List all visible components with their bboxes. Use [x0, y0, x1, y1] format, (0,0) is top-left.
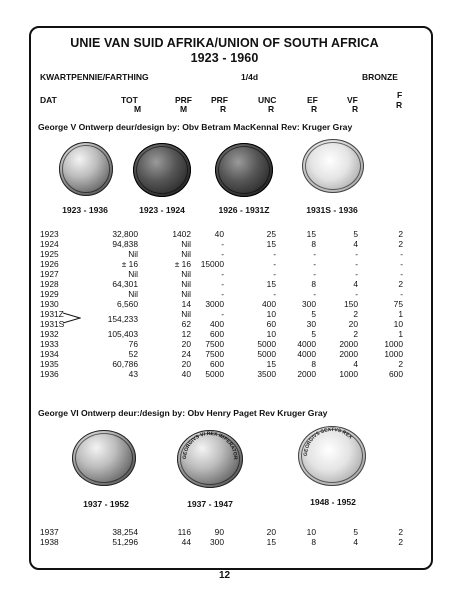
table-row	[0, 339, 449, 349]
cell-ef: 8	[311, 239, 316, 249]
col-unc: UNC	[258, 95, 277, 105]
col-vf-sub: R	[352, 104, 359, 114]
coin-legend-1-text	[177, 430, 243, 488]
cell-unc: 15	[266, 359, 276, 369]
coin-caption-7: 1948 - 1952	[310, 497, 356, 507]
cell-year: 1935	[40, 359, 59, 369]
coin-caption-6: 1937 - 1947	[187, 499, 233, 509]
cell-prf-r: 600	[210, 329, 224, 339]
metal-label: BRONZE	[362, 72, 398, 82]
cell-tot: 6,560	[117, 299, 138, 309]
cell-prf-r: 3000	[205, 299, 224, 309]
cell-year: 1924	[40, 239, 59, 249]
cell-f: 2	[398, 229, 403, 239]
table-row	[0, 369, 449, 379]
cell-prf-r: 7500	[205, 339, 224, 349]
table-row	[0, 359, 449, 369]
cell-prf-r: 600	[210, 359, 224, 369]
coin-reverse-1931s-image	[302, 139, 364, 193]
cell-ef: 8	[311, 537, 316, 547]
cell-ef: 300	[302, 299, 316, 309]
cell-vf: 150	[344, 299, 358, 309]
cell-prf-m: 62	[181, 319, 191, 329]
page-subtitle-years: 1923 - 1960	[190, 51, 259, 65]
cell-tot: Nil	[128, 249, 138, 259]
cell-year: 1933	[40, 339, 59, 349]
cell-f: 75	[393, 299, 403, 309]
cell-vf: 4	[353, 279, 358, 289]
cell-vf: 2000	[339, 349, 358, 359]
cell-ef: -	[313, 259, 316, 269]
cell-prf-r: 90	[214, 527, 224, 537]
cell-f: -	[400, 289, 403, 299]
cell-unc: 10	[266, 309, 276, 319]
cell-prf-m: 44	[181, 537, 191, 547]
cell-f: 2	[398, 537, 403, 547]
cell-vf: -	[355, 289, 358, 299]
coin-caption-5: 1937 - 1952	[83, 499, 129, 509]
coin-caption-2: 1923 - 1924	[139, 205, 185, 215]
cell-prf-r: -	[221, 279, 224, 289]
cell-prf-r: 300	[210, 537, 224, 547]
cell-prf-m: 116	[177, 527, 191, 537]
cell-f: 1	[398, 329, 403, 339]
cell-f: 2	[398, 239, 403, 249]
col-vf: VF	[347, 95, 358, 105]
cell-year: 1936	[40, 369, 59, 379]
cell-tot: 154,233	[107, 314, 138, 324]
coin-george-v-obverse-image	[59, 142, 113, 196]
coin-george-vi-obverse-1948-image	[298, 426, 366, 486]
col-ef: EF	[307, 95, 318, 105]
svg-text:GEORGIVS SEXTVS REX: GEORGIVS SEXTVS REX	[302, 426, 354, 457]
cell-tot: 43	[128, 369, 138, 379]
value-label: 1/4d	[241, 72, 259, 82]
cell-ef: 2000	[297, 369, 316, 379]
cell-prf-r: -	[221, 269, 224, 279]
cell-prf-r: 400	[210, 319, 224, 329]
cell-vf: 20	[348, 319, 358, 329]
cell-tot: 60,786	[112, 359, 138, 369]
cell-ef: 5	[311, 329, 316, 339]
cell-tot: Nil	[128, 269, 138, 279]
cell-unc: 25	[266, 229, 276, 239]
cell-tot: 32,800	[112, 229, 138, 239]
cell-year: 1923	[40, 229, 59, 239]
cell-unc: 15	[266, 279, 276, 289]
coin-caption-1: 1923 - 1936	[62, 205, 108, 215]
cell-prf-m: ± 16	[174, 259, 191, 269]
table-row	[0, 279, 449, 289]
cell-vf: 2	[353, 309, 358, 319]
cell-ef: 4000	[297, 339, 316, 349]
cell-tot: 52	[128, 349, 138, 359]
cell-prf-r: 7500	[205, 349, 224, 359]
cell-year: 1931Z	[40, 309, 64, 319]
table-row	[0, 259, 449, 269]
cell-f: 10	[393, 319, 403, 329]
cell-prf-m: Nil	[181, 289, 191, 299]
cell-prf-m: 20	[181, 359, 191, 369]
cell-unc: -	[273, 269, 276, 279]
cell-ef: -	[313, 249, 316, 259]
cell-f: -	[400, 269, 403, 279]
cell-year: 1926	[40, 259, 59, 269]
cell-f: 1	[398, 309, 403, 319]
cell-prf-m: 20	[181, 339, 191, 349]
table-row	[0, 349, 449, 359]
coin-george-vi-reverse-image	[72, 430, 136, 486]
col-prf-m-sub: M	[180, 104, 188, 114]
col-prf-m: PRF	[175, 95, 192, 105]
cell-unc: 15	[266, 537, 276, 547]
cell-unc: -	[273, 259, 276, 269]
cell-tot: 64,301	[112, 279, 138, 289]
cell-vf: -	[355, 259, 358, 269]
cell-year: 1937	[40, 527, 59, 537]
cell-tot: 94,838	[112, 239, 138, 249]
cell-vf: 1000	[339, 369, 358, 379]
cell-ef: 30	[306, 319, 316, 329]
cell-year: 1927	[40, 269, 59, 279]
denomination-label: KWARTPENNIE/FARTHING	[40, 72, 149, 82]
section-george-v-heading: George V Ontwerp deur/design by: Obv Betram MacKennal Rev: Kruger Gray	[38, 122, 353, 132]
cell-year: 1925	[40, 249, 59, 259]
cell-unc: 60	[266, 319, 276, 329]
col-tot: TOT	[121, 95, 138, 105]
cell-ef: 8	[311, 359, 316, 369]
col-prf-r: PRF	[211, 95, 228, 105]
cell-prf-m: 24	[181, 349, 191, 359]
cell-unc: 5000	[257, 339, 276, 349]
coin-george-v-reverse-1923-image	[133, 143, 191, 197]
cell-year: 1929	[40, 289, 59, 299]
cell-unc: 3500	[257, 369, 276, 379]
cell-prf-m: Nil	[181, 239, 191, 249]
cell-unc: 20	[266, 527, 276, 537]
cell-vf: -	[355, 249, 358, 259]
cell-prf-m: Nil	[181, 309, 191, 319]
cell-prf-m: Nil	[181, 269, 191, 279]
cell-f: 2	[398, 527, 403, 537]
col-unc-sub: R	[268, 104, 275, 114]
cell-vf: 4	[353, 537, 358, 547]
svg-text:GEORGIVS VI REX IMPERATOR: GEORGIVS VI REX IMPERATOR	[181, 430, 239, 460]
table-row	[0, 527, 449, 537]
cell-tot: 38,254	[112, 527, 138, 537]
cell-ef: 8	[311, 279, 316, 289]
cell-ef: 15	[306, 229, 316, 239]
cell-vf: 5	[353, 229, 358, 239]
cell-prf-r: 15000	[200, 259, 224, 269]
cell-ef: 10	[306, 527, 316, 537]
table-row	[0, 269, 449, 279]
page-title: UNIE VAN SUID AFRIKA/UNION OF SOUTH AFRICA	[70, 36, 379, 50]
table-row	[0, 329, 449, 339]
cell-year: 1931S	[40, 319, 65, 329]
col-dat: DAT	[40, 95, 57, 105]
col-ef-sub: R	[311, 104, 318, 114]
cell-f: -	[400, 249, 403, 259]
cell-f: 2	[398, 279, 403, 289]
cell-tot: 51,296	[112, 537, 138, 547]
coin-caption-4: 1931S - 1936	[306, 205, 358, 215]
coin-reverse-1926-image	[215, 143, 273, 197]
cell-prf-m: 14	[181, 299, 191, 309]
cell-prf-r: 5000	[205, 369, 224, 379]
table-row	[0, 537, 449, 547]
cell-tot: ± 16	[121, 259, 138, 269]
cell-unc: -	[273, 249, 276, 259]
cell-prf-r: 40	[214, 229, 224, 239]
cell-prf-r: -	[221, 249, 224, 259]
cell-f: -	[400, 259, 403, 269]
table-row	[0, 249, 449, 259]
cell-vf: 2000	[339, 339, 358, 349]
col-prf-r-sub: R	[220, 104, 227, 114]
bracket-1931-icon	[63, 308, 81, 328]
cell-f: 1000	[384, 349, 403, 359]
cell-prf-r: -	[221, 239, 224, 249]
cell-year: 1938	[40, 537, 59, 547]
col-f: F	[397, 90, 403, 100]
cell-ef: -	[313, 269, 316, 279]
cell-ef: 5	[311, 309, 316, 319]
cell-year: 1932	[40, 329, 59, 339]
cell-unc: -	[273, 289, 276, 299]
cell-unc: 10	[266, 329, 276, 339]
coin-legend-2-text	[298, 426, 366, 486]
cell-prf-m: 40	[181, 369, 191, 379]
table-row	[0, 229, 449, 239]
cell-prf-m: Nil	[181, 279, 191, 289]
cell-unc: 400	[262, 299, 276, 309]
cell-year: 1930	[40, 299, 59, 309]
cell-tot: 105,403	[107, 329, 138, 339]
cell-vf: -	[355, 269, 358, 279]
table-row	[0, 289, 449, 299]
cell-f: 2	[398, 359, 403, 369]
table-row	[0, 239, 449, 249]
cell-f: 600	[389, 369, 403, 379]
page-number: 12	[218, 570, 231, 581]
cell-year: 1934	[40, 349, 59, 359]
cell-f: 1000	[384, 339, 403, 349]
cell-tot: 76	[128, 339, 138, 349]
cell-prf-r: -	[221, 309, 224, 319]
coin-george-vi-obverse-1937-image	[177, 430, 243, 488]
col-tot-sub: M	[134, 104, 142, 114]
cell-unc: 15	[266, 239, 276, 249]
cell-prf-m: Nil	[181, 249, 191, 259]
cell-prf-m: 1402	[172, 229, 191, 239]
cell-prf-r: -	[221, 289, 224, 299]
coin-caption-3: 1926 - 1931Z	[218, 205, 270, 215]
cell-ef: 4000	[297, 349, 316, 359]
section-george-vi-heading: George VI Ontwerp deur:/design by: Obv Henry Paget Rev Kruger Gray	[38, 408, 328, 418]
col-f-sub: R	[396, 100, 403, 110]
cell-vf: 5	[353, 527, 358, 537]
cell-vf: 4	[353, 359, 358, 369]
cell-prf-m: 12	[181, 329, 191, 339]
cell-vf: 2	[353, 329, 358, 339]
cell-vf: 4	[353, 239, 358, 249]
cell-year: 1928	[40, 279, 59, 289]
cell-unc: 5000	[257, 349, 276, 359]
cell-ef: -	[313, 289, 316, 299]
cell-tot: Nil	[128, 289, 138, 299]
